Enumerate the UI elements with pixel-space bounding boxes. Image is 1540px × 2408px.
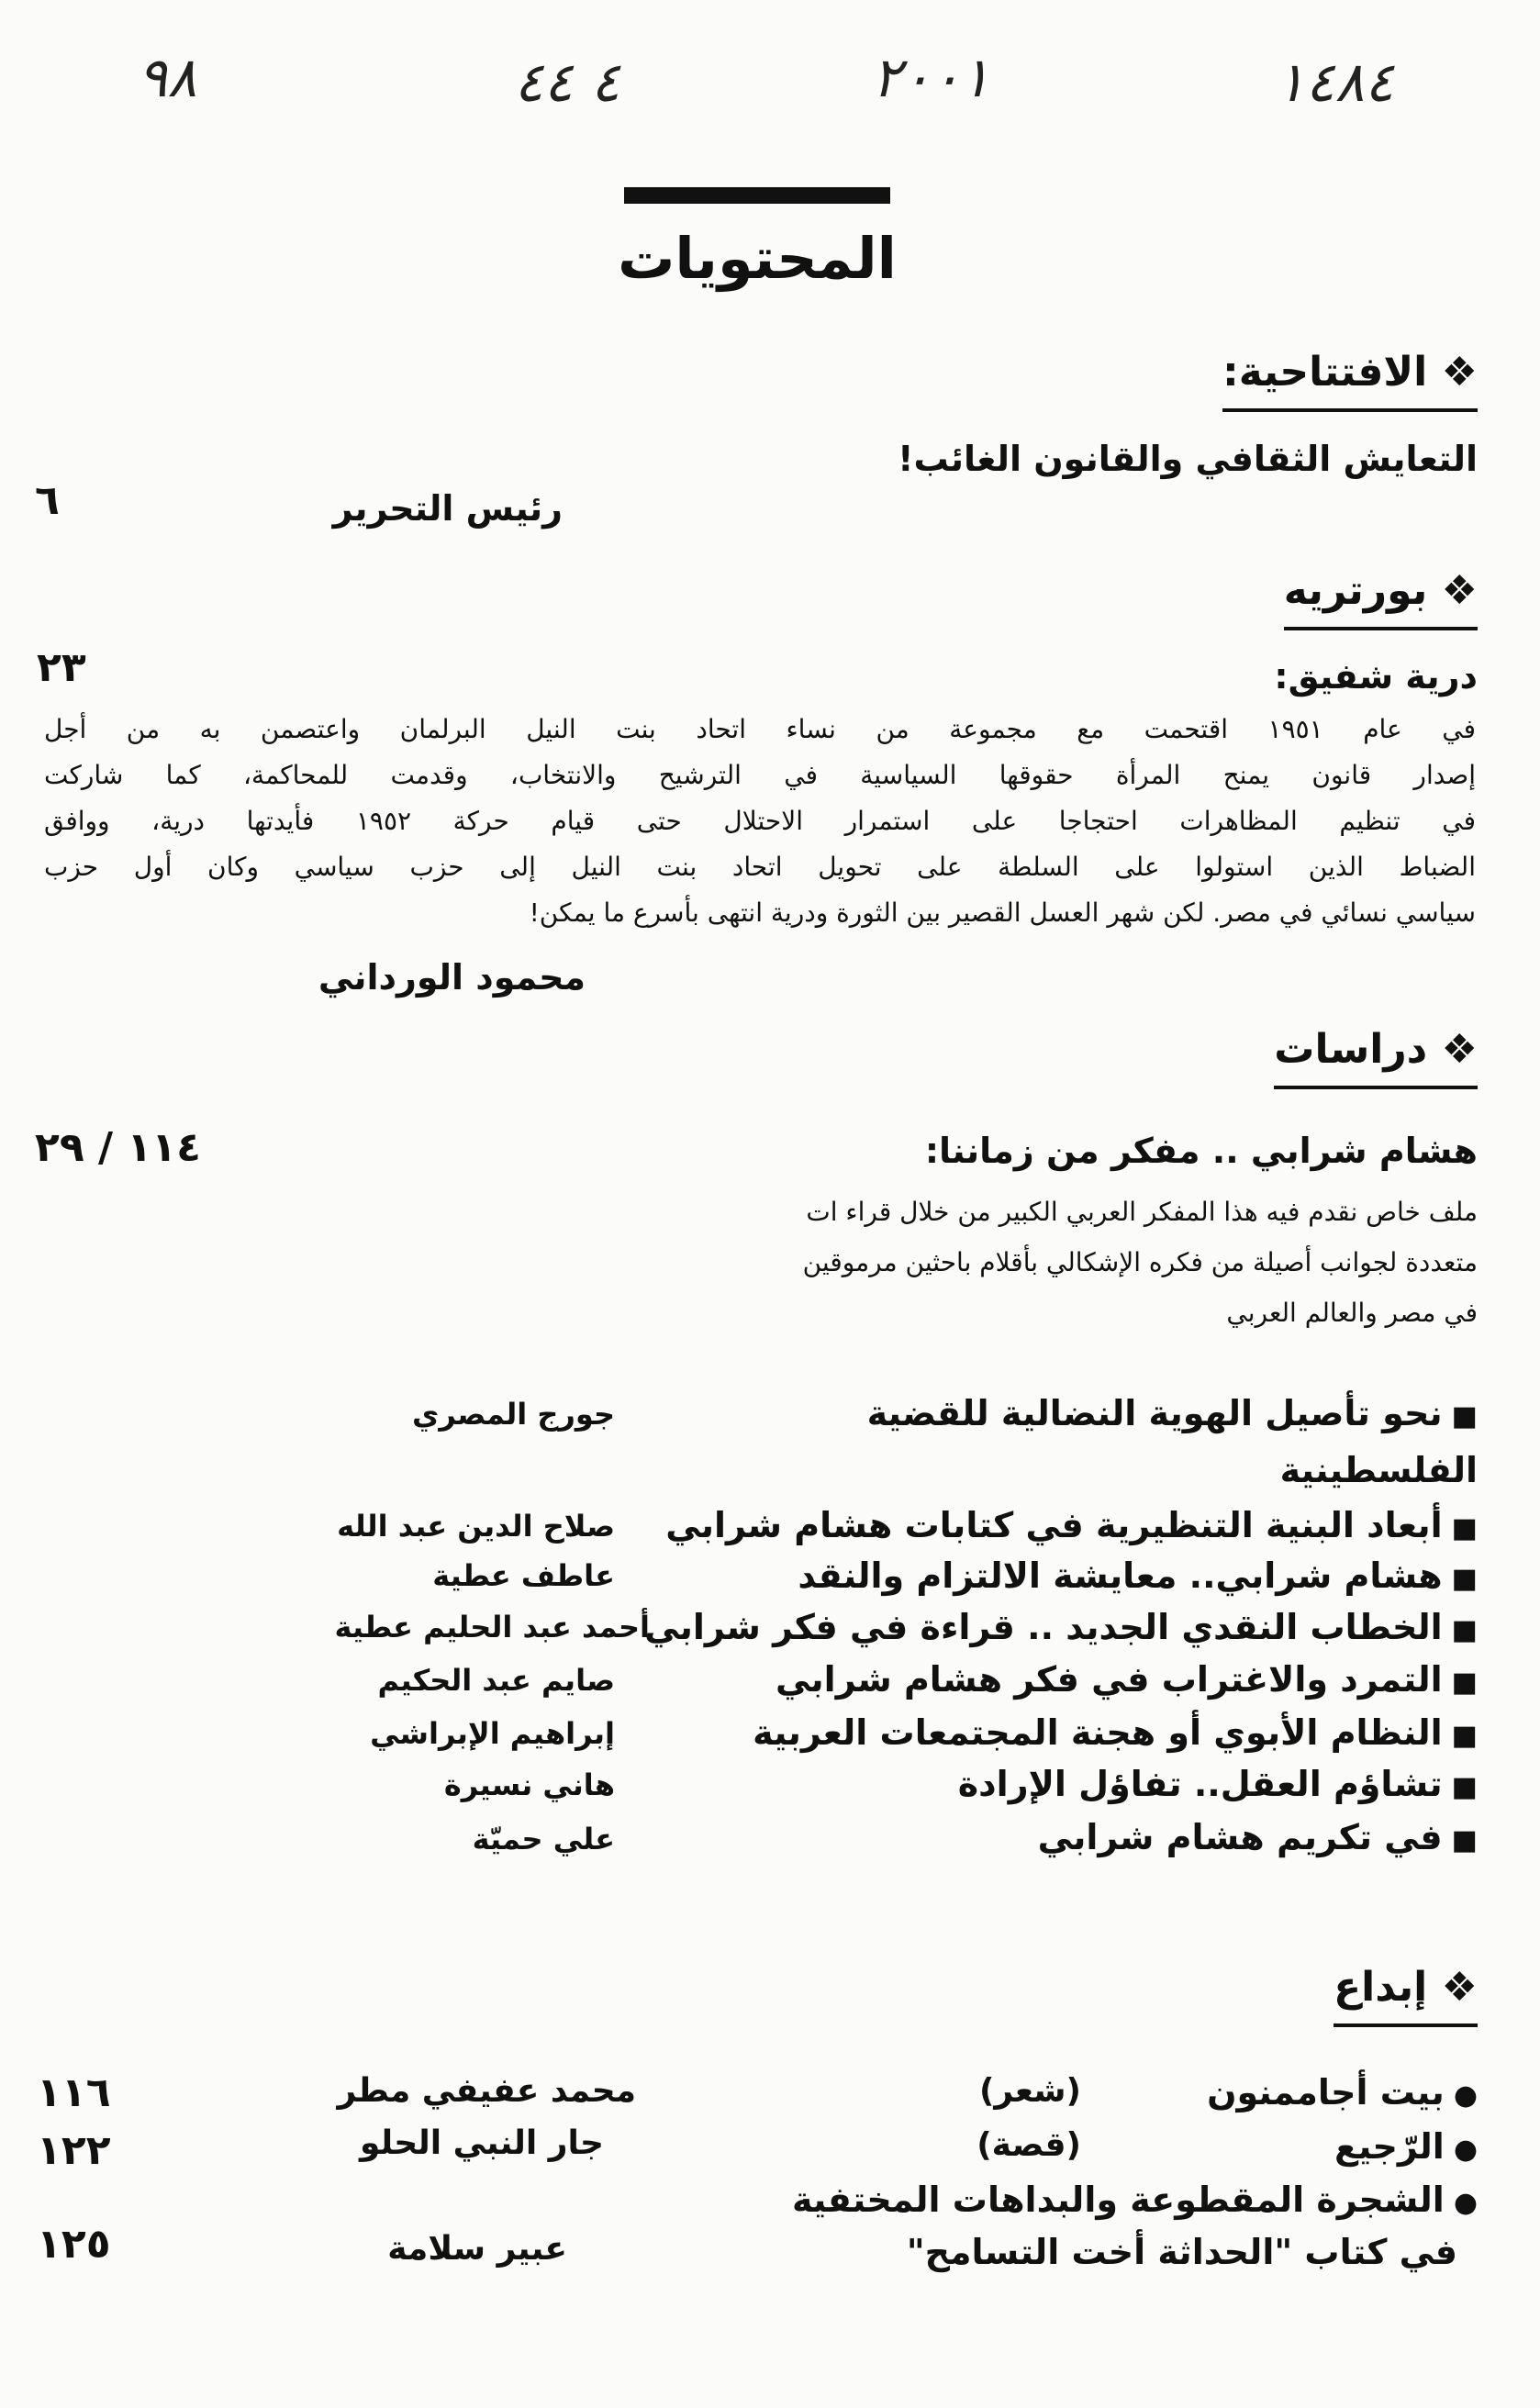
studies-item: ■النظام الأبوي أو هجنة المجتمعات العربية [753,1712,1478,1753]
portrait-line: سياسي نسائي في مصر. لكن شهر العسل القصير بين الثورة ودرية انتهى بأسرع ما يمكن! [529,897,1476,928]
studies-item-continuation: الفلسطينية [1279,1450,1478,1490]
creativity-item: ●الشجرة المقطوعة والبداهات المختفية [791,2179,1478,2220]
creativity-page-number: ١٢٥ [37,2221,111,2268]
studies-title: هشام شرابي .. مفكر من زماننا: [924,1131,1478,1171]
portrait-line: في عام ١٩٥١ اقتحمت مع مجموعة من نساء اتحاد بنت النيل البرلمان واعتصمن به من أجل [44,714,1476,744]
studies-item: ■أبعاد البنية التنظيرية في كتابات هشام شرابي [665,1505,1478,1545]
studies-item-author: صلاح الدين عبد الله [337,1509,615,1544]
creativity-item-continuation: في كتاب "الحداثة أخت التسامح" [906,2232,1457,2272]
handwritten-note-1: ٩٨ [138,46,197,110]
studies-description [652,1187,1478,1338]
studies-item-author: عاطف عطية [432,1558,615,1593]
creativity-item-author: عبير سلامة [387,2230,567,2268]
portrait-author: محمود الورداني [318,957,586,998]
page-title: المحتويات [618,225,897,292]
handwritten-note-3: ٢٠٠١ [872,46,990,110]
creativity-item-author: محمد عفيفي مطر [337,2072,636,2110]
studies-page-number: ١١٤ / ٢٩ [35,1124,202,1171]
studies-item: ■الخطاب النقدي الجديد .. قراءة في فكر شرابي [644,1607,1478,1647]
creativity-item-author: جار النبي الحلو [360,2124,604,2162]
studies-item: ■التمرد والاغتراب في فكر هشام شرابي [775,1659,1478,1700]
studies-line: ملف خاص نقدم فيه هذا المفكر العربي الكبير من خلال قراء ات [806,1197,1478,1227]
portrait-page-number: ٢٣ [37,644,86,691]
studies-item: ■نحو تأصيل الهوية النضالية للقضية [866,1393,1478,1433]
title-rule [624,187,890,204]
studies-item-author: إبراهيم الإبراشي [370,1716,615,1751]
studies-item-author: جورج المصري [412,1397,615,1432]
portrait-title: درية شفيق: [1274,656,1478,697]
editorial-author: رئيس التحرير [332,488,563,529]
studies-item: ■هشام شرابي.. معايشة الالتزام والنقد [798,1555,1478,1596]
editorial-page-number: ٦ [35,477,60,524]
portrait-description [44,707,1476,936]
creativity-heading: ❖ إبداع [1334,1964,1478,2027]
studies-item-author: صايم عبد الحكيم [377,1663,615,1698]
creativity-item-genre: (شعر) [978,2072,1081,2110]
studies-item-author: علي حميّة [472,1822,615,1856]
editorial-title: التعايش الثقافي والقانون الغائب! [898,439,1478,479]
portrait-heading: ❖ بورتريه [1284,567,1478,630]
creativity-page-number: ١١٦ [37,2069,111,2116]
studies-item: ■في تكريم هشام شرابي [1037,1817,1478,1857]
portrait-line: الضباط الذين استولوا على السلطة على تحويل اتحاد بنت النيل إلى حزب سياسي وكان أول حزب [44,852,1476,882]
studies-item-author: هاني نسيرة [443,1767,615,1802]
creativity-item: ●بيت أجاممنون [1207,2072,1478,2113]
editorial-heading: ❖ الافتتاحية: [1222,349,1478,412]
portrait-line: إصدار قانون يمنح المرأة حقوقها السياسية في الترشيح والانتخاب، وقدمت للمحاكمة، كما شاركت [44,760,1476,790]
creativity-page-number: ١٢٢ [37,2127,111,2174]
creativity-item-genre: (قصة) [976,2126,1081,2164]
handwritten-note-4: ١٤٨٤ [1276,50,1394,115]
handwritten-note-2: ٤ ٤٤ [514,50,620,115]
creativity-item: ●الرّجيع [1334,2126,1478,2167]
studies-item: ■تشاؤم العقل.. تفاؤل الإرادة [957,1764,1478,1804]
studies-line: متعددة لجوانب أصيلة من فكره الإشكالي بأقلام باحثين مرموقين [802,1247,1478,1277]
studies-heading: ❖ دراسات [1274,1026,1478,1089]
studies-line: في مصر والعالم العربي [1226,1298,1478,1328]
portrait-line: في تنظيم المظاهرات احتجاجا على استمرار الاحتلال حتى قيام حركة ١٩٥٢ فأيدتها درية، ووافق [44,806,1476,836]
studies-item-author: أحمد عبد الحليم عطية [334,1610,650,1644]
